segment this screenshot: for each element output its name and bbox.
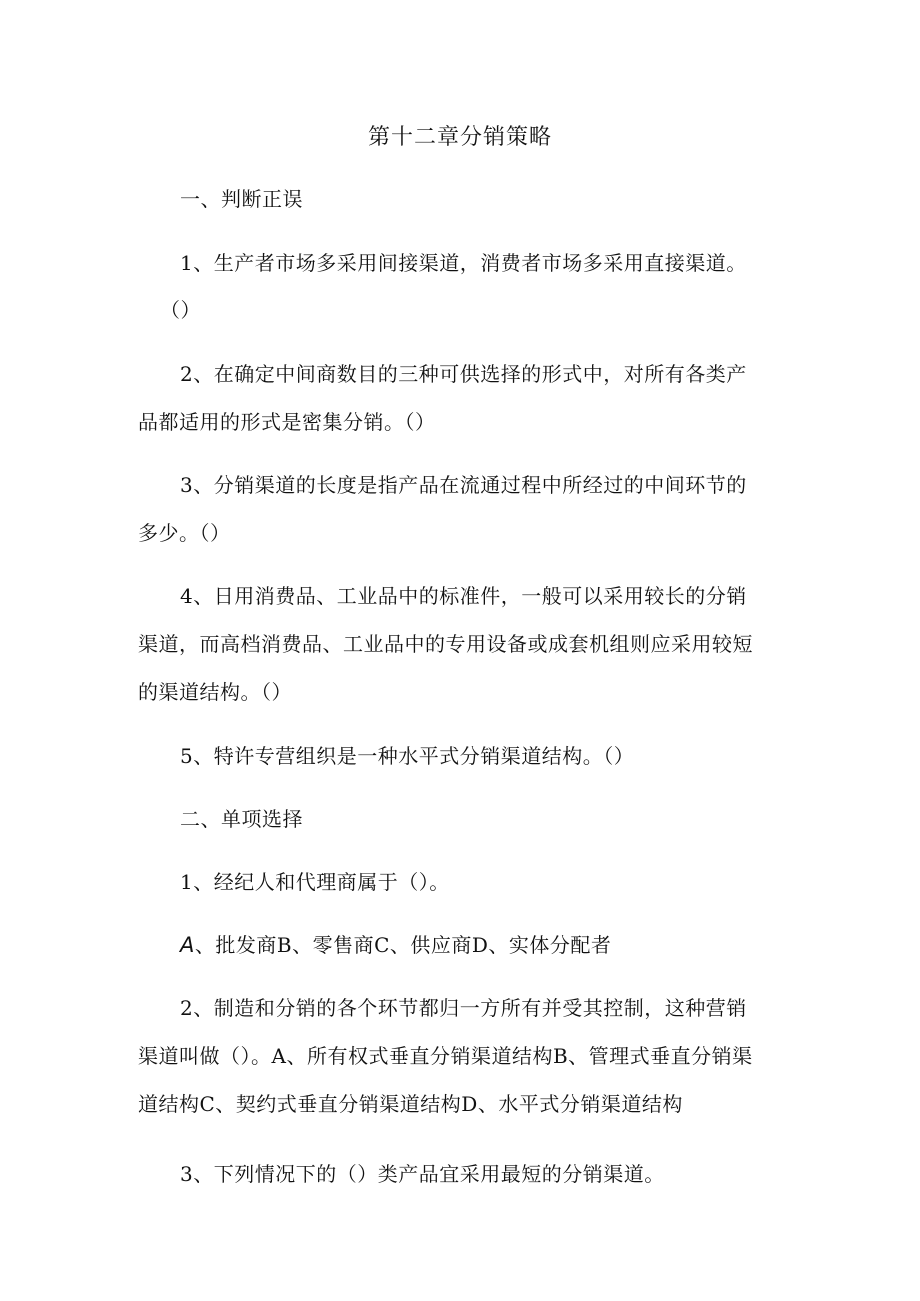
judgement-q4-line3: 的渠道结构。（） — [138, 680, 292, 704]
page-title: 第十二章分销策略 — [367, 125, 552, 150]
choice-q3-line1: 3、下列情况下的（）类产品宜采用最短的分销渠道。 — [180, 1162, 665, 1186]
judgement-q2-line1: 2、在确定中间商数目的三种可供选择的形式中，对所有各类产 — [180, 362, 747, 386]
choice-q2-line3: 道结构C、契约式垂直分销渠道结构D、水平式分销渠道结构 — [138, 1092, 683, 1116]
choice-q2-line2: 渠道叫做（）。A、所有权式垂直分销渠道结构B、管理式垂直分销渠 — [138, 1044, 753, 1068]
judgement-q3-line1: 3、分销渠道的长度是指产品在流通过程中所经过的中间环节的 — [180, 473, 747, 497]
judgement-q2-line2: 品都适用的形式是密集分销。（） — [138, 410, 436, 434]
option-a-letter: A — [180, 933, 195, 957]
section-heading-single-choice: 二、单项选择 — [180, 807, 303, 831]
choice-q1-line1: 1、经纪人和代理商属于（）。 — [180, 870, 450, 894]
judgement-q3-line2: 多少。（） — [138, 521, 231, 545]
section-heading-judgement: 一、判断正误 — [180, 187, 303, 211]
choice-q1-options — [180, 927, 830, 963]
judgement-q1-line2: （） — [160, 298, 201, 322]
option-list-text: 、批发商B、零售商C、供应商D、实体分配者 — [194, 933, 612, 957]
judgement-q4-line2: 渠道，而高档消费品、工业品中的专用设备或成套机组则应采用较短 — [138, 632, 753, 656]
judgement-q4-line1: 4、日用消费品、工业品中的标准件，一般可以采用较长的分销 — [180, 584, 747, 608]
judgement-q5-line1: 5、特许专营组织是一种水平式分销渠道结构。（） — [180, 744, 635, 768]
choice-q2-line1: 2、制造和分销的各个环节都归一方所有并受其控制，这种营销 — [180, 996, 747, 1020]
judgement-q1-line1: 1、生产者市场多采用间接渠道，消费者市场多采用直接渠道。 — [180, 251, 747, 275]
